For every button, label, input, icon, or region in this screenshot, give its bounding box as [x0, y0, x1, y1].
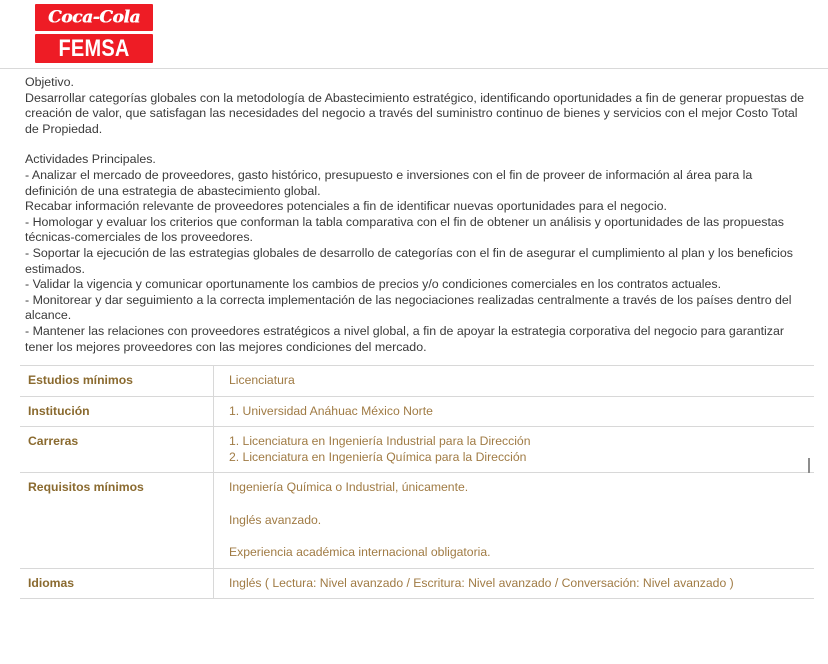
value-line: Inglés ( Lectura: Nivel avanzado / Escritura: Nivel avanzado / Conversación: Nivel avanzado )	[229, 575, 734, 590]
paragraph-spacer	[25, 137, 808, 152]
row-value	[214, 473, 815, 569]
table-row	[20, 396, 814, 427]
value-spacer	[229, 528, 814, 545]
activity-item: Recabar información relevante de proveedores potenciales a fin de identificar nuevas oportunidades para el negocio.	[25, 199, 667, 214]
objective-paragraph: Desarrollar categorías globales con la metodología de Abastecimiento estratégico, identificando oportunidades a fin de generar propuestas de creación de valor, que satisfagan las necesidades del negocio a través del suministro continuo de bienes y servicios con el mejor Costo Total de Propiedad.	[25, 90, 805, 136]
row-value	[214, 568, 815, 599]
table-row	[20, 427, 814, 473]
value-line: 1. Universidad Anáhuac México Norte	[229, 403, 433, 418]
activity-item: - Mantener las relaciones con proveedores estratégicos a nivel global, a fin de apoyar la estrategia corporativa del negocio para garantizar tener los mejores proveedores con las mejores condiciones del mercado.	[25, 323, 785, 354]
job-description-content	[0, 69, 828, 355]
row-label: Idiomas	[28, 575, 75, 590]
coca-cola-logo	[35, 4, 153, 31]
femsa-wordmark: FEMSA	[58, 35, 130, 62]
activity-item: - Validar la vigencia y comunicar oportunamente los cambios de precios y/o condiciones comerciales en los contratos actuales.	[25, 277, 722, 292]
value-line: Experiencia académica internacional obligatoria.	[229, 545, 491, 560]
coca-cola-wordmark: Coca-Cola	[47, 7, 141, 27]
activity-item: - Monitorear y dar seguimiento a la correcta implementación de las negociaciones realizadas centralmente a través de los países dentro del alcance.	[25, 292, 792, 323]
table-row	[20, 366, 814, 397]
brand-logo	[0, 0, 828, 63]
femsa-logo	[35, 34, 153, 63]
text-cursor	[808, 458, 810, 473]
row-value	[214, 427, 815, 473]
value-line: Ingeniería Química o Industrial, únicamente.	[229, 480, 469, 495]
value-spacer	[229, 496, 814, 513]
row-label: Requisitos mínimos	[28, 480, 144, 495]
row-label: Institución	[28, 403, 90, 418]
value-line: Inglés avanzado.	[229, 512, 322, 527]
requirements-table	[20, 365, 814, 599]
activity-item: - Soportar la ejecución de las estrategias globales de desarrollo de categorías con el fin de asegurar el cumplimiento al plan y los beneficios estimados.	[25, 245, 793, 276]
table-row	[20, 568, 814, 599]
activities-heading: Actividades Principales.	[25, 152, 156, 167]
value-line: 2. Licenciatura en Ingeniería Química para la Dirección	[229, 449, 527, 464]
activity-item: - Homologar y evaluar los criterios que conforman la tabla comparativa con el fin de obtener un análisis y oportunidades de las propuestas técnicas-comerciales de los proveedores.	[25, 214, 785, 245]
row-value	[214, 396, 815, 427]
table-row	[20, 473, 814, 569]
value-line: Licenciatura	[229, 373, 295, 388]
activity-item: - Analizar el mercado de proveedores, gasto histórico, presupuesto e inversiones con el fin de proveer de información al área para la definición de una estrategia de abastecimiento global.	[25, 167, 753, 198]
objective-heading: Objetivo.	[25, 75, 74, 89]
value-line: 1. Licenciatura en Ingeniería Industrial para la Dirección	[229, 434, 531, 449]
row-label: Estudios mínimos	[28, 373, 133, 388]
row-label: Carreras	[28, 434, 79, 449]
job-description-prose	[25, 75, 808, 355]
row-value	[214, 366, 815, 397]
